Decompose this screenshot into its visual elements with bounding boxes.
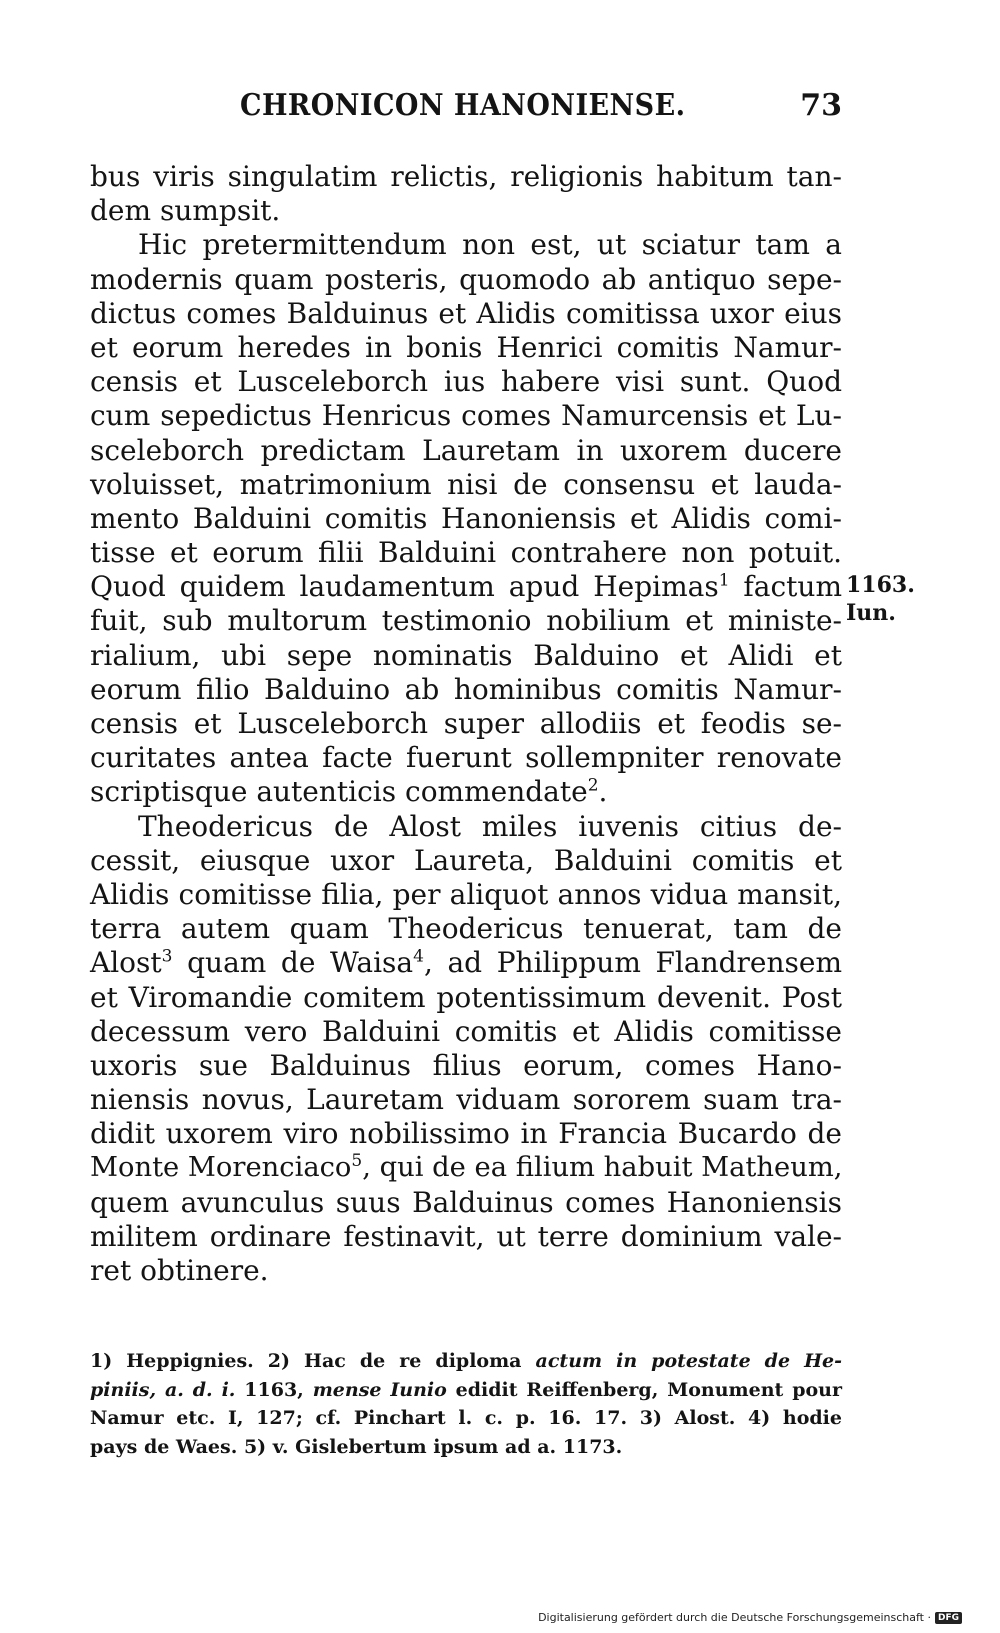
running-title: CHRONICON HANONIENSE. <box>240 88 686 123</box>
footnote-text: Namur etc. I, 127; cf. Pinchart l. c. p. 16. 17. 3) Alost. 4) hodie <box>90 1407 842 1429</box>
text-line: didit uxorem viro nobilissimo in Francia Bucardo de <box>90 1117 842 1151</box>
text-line: et eorum heredes in bonis Henrici comitis Namur- <box>90 330 842 364</box>
text-line: et Viromandie comitem potentissimum devenit. Post <box>90 980 842 1014</box>
text-line: mento Balduini comitis Hanoniensis et Alidis comi- <box>90 501 842 535</box>
footnote-line <box>90 1376 842 1405</box>
text-line: Alost$^3$ quam de Waisa$^4$, ad Philippum Flandrensem <box>90 946 843 980</box>
footnote-text: piniis, a. d. i. <box>90 1378 236 1401</box>
text-line: uxoris sue Balduinus filius eorum, comes Hano- <box>90 1048 842 1082</box>
credit-text: Digitalisierung gefördert durch die Deutsche Forschungsgemeinschaft · <box>538 1611 931 1624</box>
footnote-line <box>90 1404 842 1433</box>
text-line: Monte Morenciaco$^5$, qui de ea filium habuit Matheum, <box>90 1151 843 1184</box>
text-line: fuit, sub multorum testimonio nobilium et ministe- <box>90 604 842 638</box>
footnote-line <box>90 1347 842 1376</box>
footnote-text: mense Iunio <box>312 1378 447 1401</box>
text-line: militem ordinare festinavit, ut terre dominium vale- <box>90 1219 842 1253</box>
text-line: bus viris singulatim relictis, religionis habitum tan- <box>90 160 842 193</box>
footnote-text: actum in potestate de He- <box>535 1350 842 1372</box>
text-line: Hic pretermittendum non est, ut sciatur tam a <box>138 228 842 262</box>
footnote-line <box>90 1433 842 1462</box>
footnote-text: 1) Heppignies. 2) Hac de re diploma <box>90 1350 536 1372</box>
text-line: curitates antea facte fuerunt sollempniter renovate <box>90 741 842 775</box>
text-line: ret obtinere. <box>90 1254 269 1287</box>
footnote-text: 1163, <box>235 1378 313 1401</box>
footnotes <box>90 1347 842 1461</box>
text-line: dictus comes Balduinus et Alidis comitissa uxor eius <box>90 296 842 330</box>
main-text <box>90 160 842 1288</box>
text-line: modernis quam posteris, quomodo ab antiquo sepe- <box>90 262 842 296</box>
digitization-credit <box>538 1611 962 1624</box>
text-line: decessum vero Balduini comitis et Alidis comitisse <box>90 1014 842 1048</box>
text-line: quem avunculus suus Balduinus comes Hanoniensis <box>90 1185 842 1219</box>
footnote-text: pays de Waes. 5) v. Gislebertum ipsum ad a. 1173. <box>90 1435 623 1458</box>
text-line: eorum filio Balduino ab hominibus comitis Namur- <box>90 672 842 706</box>
text-line: cessit, eiusque uxor Laureta, Balduini comitis et <box>90 843 842 877</box>
text-line: Alidis comitisse filia, per aliquot annos vidua mansit, <box>90 877 842 911</box>
footnote-text: edidit Reiffenberg, Monument pour <box>446 1378 842 1401</box>
margin-note-year: 1163. <box>846 572 915 598</box>
text-line: niensis novus, Lauretam viduam sororem suam tra- <box>90 1083 842 1117</box>
running-header <box>90 88 842 132</box>
dfg-logo: DFG <box>935 1612 962 1624</box>
margin-note-month: Iun. <box>846 600 896 626</box>
text-line: Quod quidem laudamentum apud Hepimas$^1$ factum <box>90 570 842 604</box>
text-line: scriptisque autenticis commendate$^2$. <box>90 775 608 809</box>
page-number: 73 <box>800 88 842 123</box>
text-line: tisse et eorum filii Balduini contrahere non potuit. <box>90 536 842 570</box>
text-line: censis et Lusceleborch super allodiis et feodis se- <box>90 707 842 740</box>
text-line: rialium, ubi sepe nominatis Balduino et Alidi et <box>90 638 842 672</box>
text-line: terra autem quam Theodericus tenuerat, tam de <box>90 912 842 946</box>
text-line: dem sumpsit. <box>90 194 281 228</box>
text-line: cum sepedictus Henricus comes Namurcensis et Lu- <box>90 399 842 433</box>
text-line: voluisset, matrimonium nisi de consensu et lauda- <box>90 467 842 501</box>
text-line: censis et Lusceleborch ius habere visi sunt. Quod <box>90 365 842 399</box>
text-line: Theodericus de Alost miles iuvenis citius de- <box>138 809 842 843</box>
text-line: sceleborch predictam Lauretam in uxorem ducere <box>90 433 842 467</box>
